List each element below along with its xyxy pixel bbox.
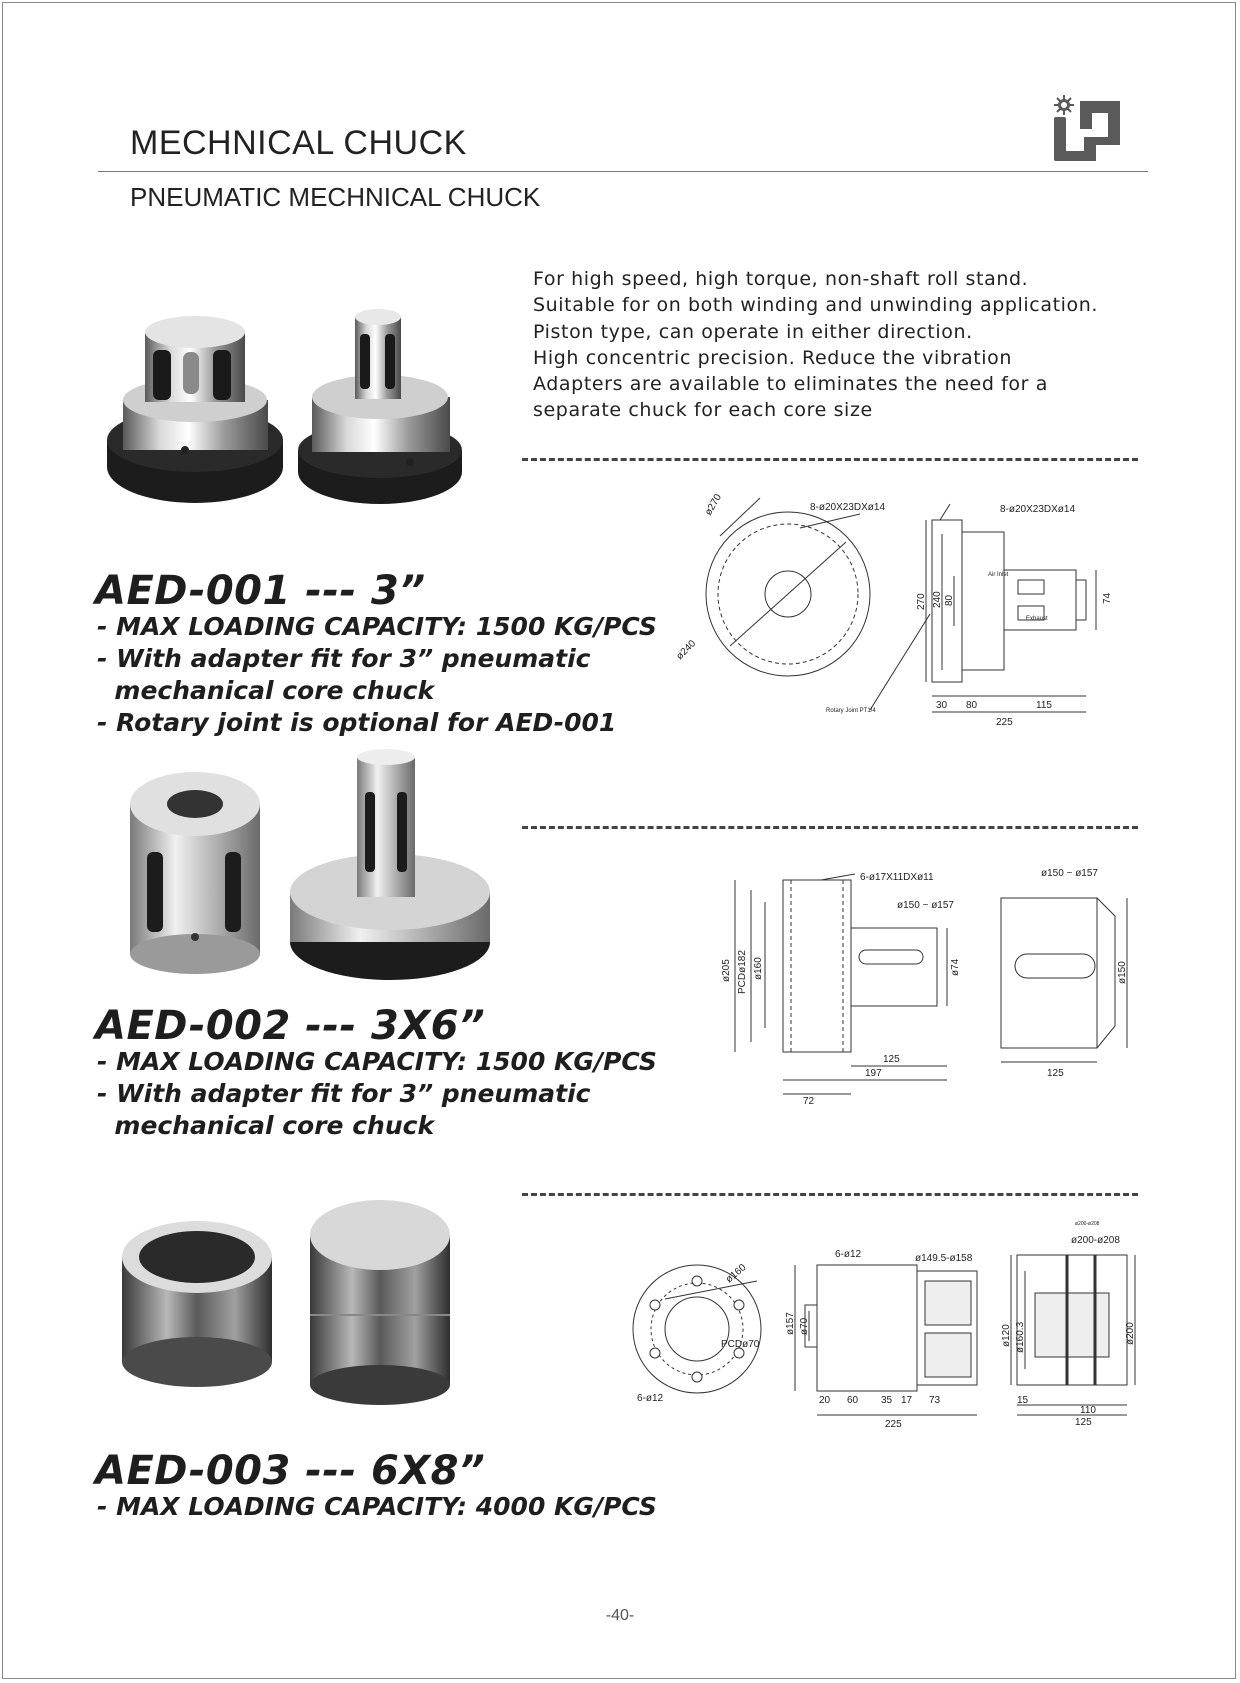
feature-description: [533, 266, 1098, 424]
dim-label: ø200: [1125, 1322, 1136, 1345]
spec-list-aed-001: [97, 611, 657, 739]
spec-item: - With adapter fit for 3” pneumatic: [97, 644, 591, 673]
title-divider: [98, 171, 1148, 172]
dim-label: 125: [883, 1054, 900, 1065]
dim-label: ø150 ~ ø157: [897, 900, 954, 911]
dim-label: ø150 ~ ø157: [1041, 868, 1098, 879]
page-title: MECHNICAL CHUCK: [130, 124, 467, 162]
dim-label: 30: [936, 700, 948, 711]
dim-label: 197: [865, 1068, 882, 1079]
feature-line: Piston type, can operate in either direction.: [533, 320, 973, 343]
dim-label: ø240: [674, 638, 699, 663]
aed-001-product-photo: [105, 312, 505, 512]
dim-label: ø149.5-ø158: [915, 1253, 973, 1264]
dim-label: 8-ø20X23DXø14: [810, 502, 886, 513]
dim-label: PCDø70: [721, 1339, 760, 1350]
feature-line: Adapters are available to eliminates the need for a: [533, 373, 1048, 396]
dim-label: ø160: [753, 957, 764, 980]
section-divider: [522, 458, 1138, 461]
dim-label: ø160.3: [1015, 1321, 1026, 1353]
dim-label: 15: [1017, 1395, 1029, 1406]
model-name-aed-001: AED-001 --- 3”: [95, 568, 426, 614]
dim-label: 35: [881, 1395, 893, 1406]
feature-line: High concentric precision. Reduce the vibration: [533, 346, 1012, 369]
dim-label: 270: [916, 593, 927, 610]
model-name-aed-003: AED-003 --- 6X8”: [95, 1448, 486, 1494]
dim-label: 73: [929, 1395, 941, 1406]
dim-label: 125: [1075, 1417, 1092, 1428]
dim-label: 240: [932, 591, 943, 608]
aed-003-product-photo: [112, 1195, 482, 1410]
page-subtitle: PNEUMATIC MECHNICAL CHUCK: [130, 182, 541, 212]
model-name-aed-002: AED-002 --- 3X6”: [95, 1003, 486, 1049]
aed-002-product-photo: [125, 752, 495, 984]
dim-label: 80: [944, 594, 955, 606]
dim-label: ø200-ø208: [1075, 1221, 1100, 1227]
dim-label: 115: [1036, 700, 1052, 711]
aed-003-technical-drawing: [625, 1215, 1135, 1430]
page-number: -40-: [605, 1607, 635, 1624]
dim-label: 6-ø12: [835, 1249, 862, 1260]
dim-label: 125: [1047, 1068, 1064, 1079]
dim-label: 8-ø20X23DXø14: [1000, 504, 1076, 515]
note-label: Air Inlet: [988, 572, 1009, 578]
dim-label: ø120: [1001, 1324, 1012, 1347]
dim-label: 6-ø12: [637, 1393, 664, 1404]
dim-label: ø74: [950, 958, 961, 976]
feature-line: Suitable for on both winding and unwinding application.: [533, 294, 1099, 317]
aed-001-technical-drawing: [674, 492, 1140, 732]
spec-list-aed-002: [97, 1046, 657, 1142]
feature-line: For high speed, high torque, non-shaft roll stand.: [533, 268, 1029, 290]
dim-label: 6-ø17X11DXø11: [860, 872, 934, 883]
spec-item: - With adapter fit for 3” pneumatic: [97, 1079, 591, 1108]
spec-item: - MAX LOADING CAPACITY: 4000 KG/PCS: [97, 1492, 657, 1521]
spec-item: mechanical core chuck: [97, 1111, 435, 1140]
dim-label: 60: [847, 1395, 859, 1406]
dim-label: ø150: [1117, 961, 1128, 984]
dim-label: ø70: [799, 1317, 810, 1335]
dim-label: 72: [803, 1096, 815, 1107]
dim-label: PCDø182: [737, 950, 748, 994]
dim-label: 225: [885, 1419, 902, 1430]
dim-label: 17: [901, 1395, 913, 1406]
spec-item: - MAX LOADING CAPACITY: 1500 KG/PCS: [97, 1047, 657, 1076]
section-divider: [522, 1193, 1138, 1196]
dim-label: ø200-ø208: [1071, 1235, 1120, 1246]
note-label: Exhaust: [1026, 616, 1048, 622]
dim-label: ø205: [721, 959, 732, 982]
spec-item: - Rotary joint is optional for AED-001: [97, 708, 617, 737]
aed-002-technical-drawing: [715, 862, 1140, 1122]
brand-logo-icon: [1050, 93, 1126, 165]
spec-item: mechanical core chuck: [97, 676, 435, 705]
spec-list-aed-003: [97, 1491, 657, 1523]
feature-line: separate chuck for each core size: [533, 399, 873, 422]
spec-item: - MAX LOADING CAPACITY: 1500 KG/PCS: [97, 612, 657, 641]
dim-label: ø157: [785, 1312, 796, 1335]
note-label: Rotary Joint PT1/4: [826, 708, 876, 714]
dim-label: 20: [819, 1395, 831, 1406]
section-divider: [522, 826, 1138, 829]
dim-label: 74: [1102, 592, 1113, 604]
dim-label: ø160: [723, 1262, 749, 1286]
dim-label: ø270: [703, 492, 724, 518]
dim-label: 110: [1080, 1405, 1096, 1416]
dim-label: 225: [996, 717, 1013, 728]
dim-label: 80: [966, 700, 978, 711]
